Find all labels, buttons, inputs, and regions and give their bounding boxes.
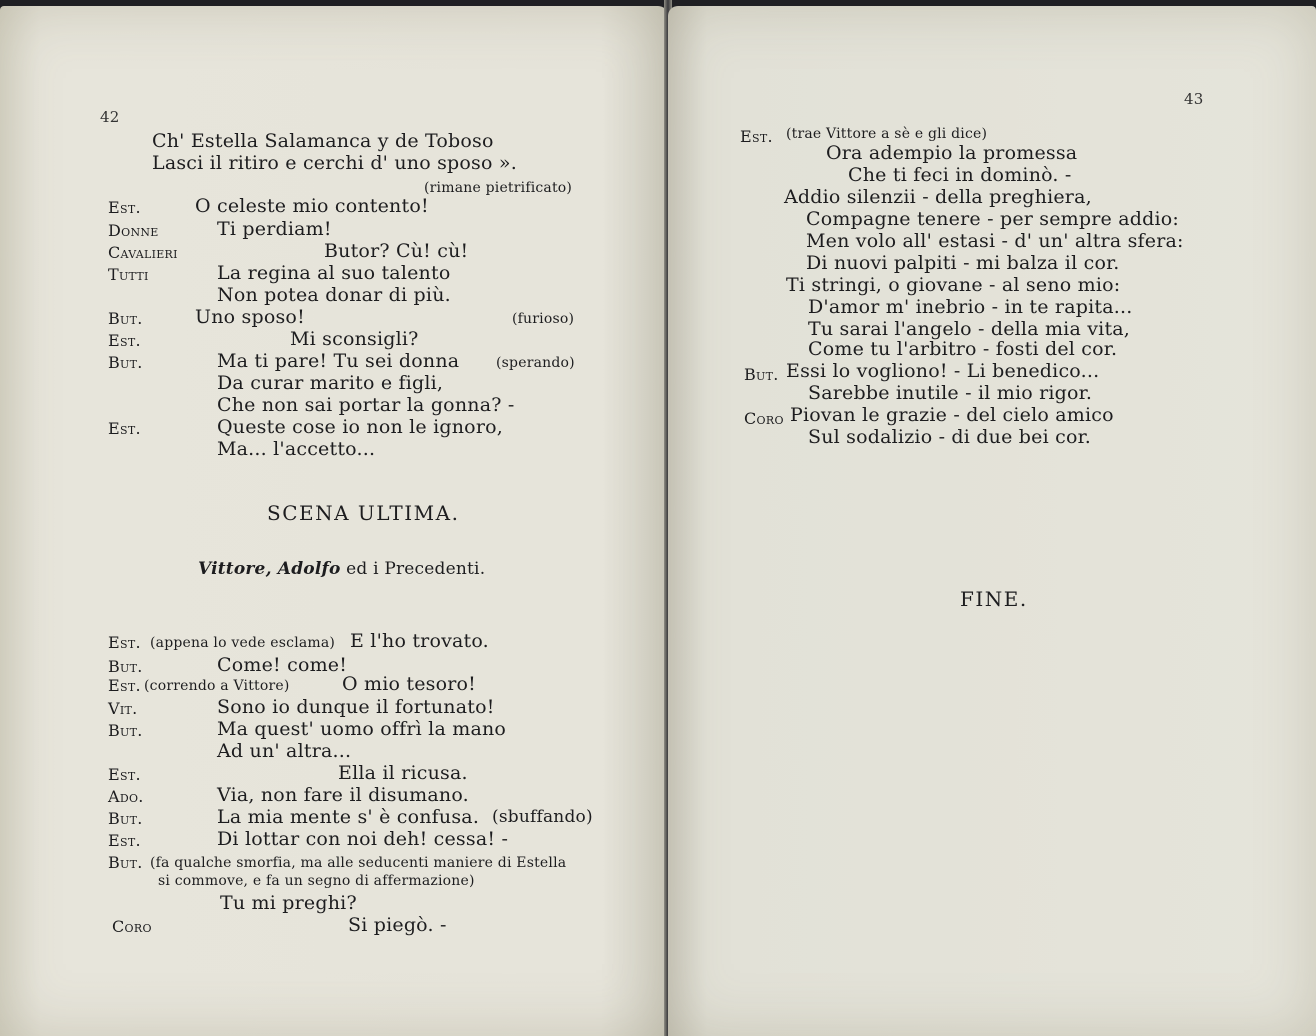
speaker: But.: [744, 365, 779, 384]
speaker: Vit.: [108, 699, 138, 718]
left-page: [0, 6, 668, 1036]
verse-line: Di nuovi palpiti - mi balza il cor.: [806, 252, 1120, 274]
page-number: 43: [1184, 90, 1204, 108]
stage-direction: (appena lo vede esclama): [150, 635, 336, 651]
verse-line: Mi sconsigli?: [290, 328, 419, 350]
stage-direction: (sperando): [496, 355, 575, 371]
verse-line: Queste cose io non le ignoro,: [217, 416, 503, 438]
end-marker: FINE.: [960, 587, 1028, 611]
speaker: Coro: [744, 409, 784, 428]
speaker: Tutti: [108, 265, 149, 284]
verse-line: Tu mi preghi?: [220, 892, 357, 914]
verse-line: Si piegò. -: [348, 914, 447, 936]
verse-line: O mio tesoro!: [342, 673, 477, 695]
verse-line: La mia mente s' è confusa.: [217, 806, 480, 828]
speaker: Est.: [108, 765, 141, 784]
verse-line: O celeste mio contento!: [195, 195, 429, 217]
speaker: Ado.: [108, 787, 144, 806]
verse-line: Sul sodalizio - di due bei cor.: [808, 426, 1092, 448]
speaker: Cavalieri: [108, 243, 178, 262]
speaker: Coro: [112, 917, 152, 936]
stage-direction: (furioso): [512, 311, 575, 327]
verse-line: Addio silenzii - della preghiera,: [784, 186, 1092, 208]
speaker: Est.: [108, 331, 141, 350]
verse-line: Di lottar con noi deh! cessa! -: [217, 828, 509, 850]
stage-direction: si commove, e fa un segno di affermazione): [158, 873, 475, 889]
scene-characters: [198, 558, 485, 580]
verse-line: Uno sposo!: [195, 306, 305, 328]
verse-line: Lasci il ritiro e cerchi d' uno sposo ».: [152, 152, 517, 174]
verse-line: Compagne tenere - per sempre addio:: [806, 208, 1179, 230]
stage-direction: (fa qualche smorfia, ma alle seducenti maniere di Estella: [150, 855, 567, 871]
stage-direction: (rimane pietrificato): [424, 180, 573, 196]
speaker: But.: [108, 809, 143, 828]
scene-heading: SCENA ULTIMA.: [267, 501, 460, 525]
speaker: But.: [108, 353, 143, 372]
speaker: Est.: [740, 127, 773, 146]
stage-direction: (trae Vittore a sè e gli dice): [786, 126, 988, 142]
verse-line: Ch' Estella Salamanca y de Toboso: [152, 130, 494, 152]
verse-line: Ti stringi, o giovane - al seno mio:: [786, 274, 1121, 296]
speaker: But.: [108, 853, 143, 872]
verse-line: Da curar marito e figli,: [217, 372, 444, 394]
verse-line: La regina al suo talento: [217, 262, 451, 284]
verse-line: Che non sai portar la gonna? -: [217, 394, 515, 416]
character-rest: ed i Precedenti.: [346, 559, 486, 579]
speaker: But.: [108, 657, 143, 676]
verse-line: Tu sarai l'angelo - della mia vita,: [808, 318, 1131, 340]
character-names: Vittore, Adolfo: [198, 559, 341, 579]
speaker: Est.: [108, 419, 141, 438]
verse-line: Come! come!: [217, 654, 348, 676]
verse-line: Sono io dunque il fortunato!: [217, 696, 495, 718]
verse-line: Che ti feci in dominò. -: [848, 164, 1072, 186]
verse-line: Come tu l'arbitro - fosti del cor.: [808, 338, 1118, 360]
verse-line: Butor? Cù! cù!: [324, 240, 469, 262]
verse-line: Ella il ricusa.: [338, 762, 468, 784]
verse-line: Ora adempio la promessa: [826, 142, 1078, 164]
speaker: Est.: [108, 633, 141, 652]
speaker: But.: [108, 721, 143, 740]
speaker: Est.: [108, 831, 141, 850]
verse-line: Ad un' altra...: [217, 740, 352, 762]
verse-line: E l'ho trovato.: [350, 630, 489, 652]
verse-line: Men volo all' estasi - d' un' altra sfera:: [806, 230, 1184, 252]
speaker: Est.: [108, 198, 141, 217]
stage-direction: (correndo a Vittore): [144, 678, 290, 694]
speaker: Est.: [108, 676, 141, 695]
verse-line: Ma ti pare! Tu sei donna: [217, 350, 460, 372]
verse-line: Piovan le grazie - del cielo amico: [790, 404, 1114, 426]
verse-line: Ma... l'accetto...: [217, 438, 376, 460]
verse-line: Ti perdiam!: [217, 218, 332, 240]
right-page: [668, 6, 1316, 1036]
verse-line: Non potea donar di più.: [217, 284, 451, 306]
verse-line: D'amor m' inebrio - in te rapita...: [808, 296, 1133, 318]
page-number: 42: [100, 108, 120, 126]
speaker: Donne: [108, 221, 159, 240]
verse-line: Essi lo vogliono! - Li benedico...: [786, 360, 1100, 382]
speaker: But.: [108, 309, 143, 328]
verse-line: Sarebbe inutile - il mio rigor.: [808, 382, 1093, 404]
verse-line: Via, non fare il disumano.: [217, 784, 469, 806]
verse-line: Ma quest' uomo offrì la mano: [217, 718, 507, 740]
stage-direction: (sbuffando): [492, 807, 593, 827]
